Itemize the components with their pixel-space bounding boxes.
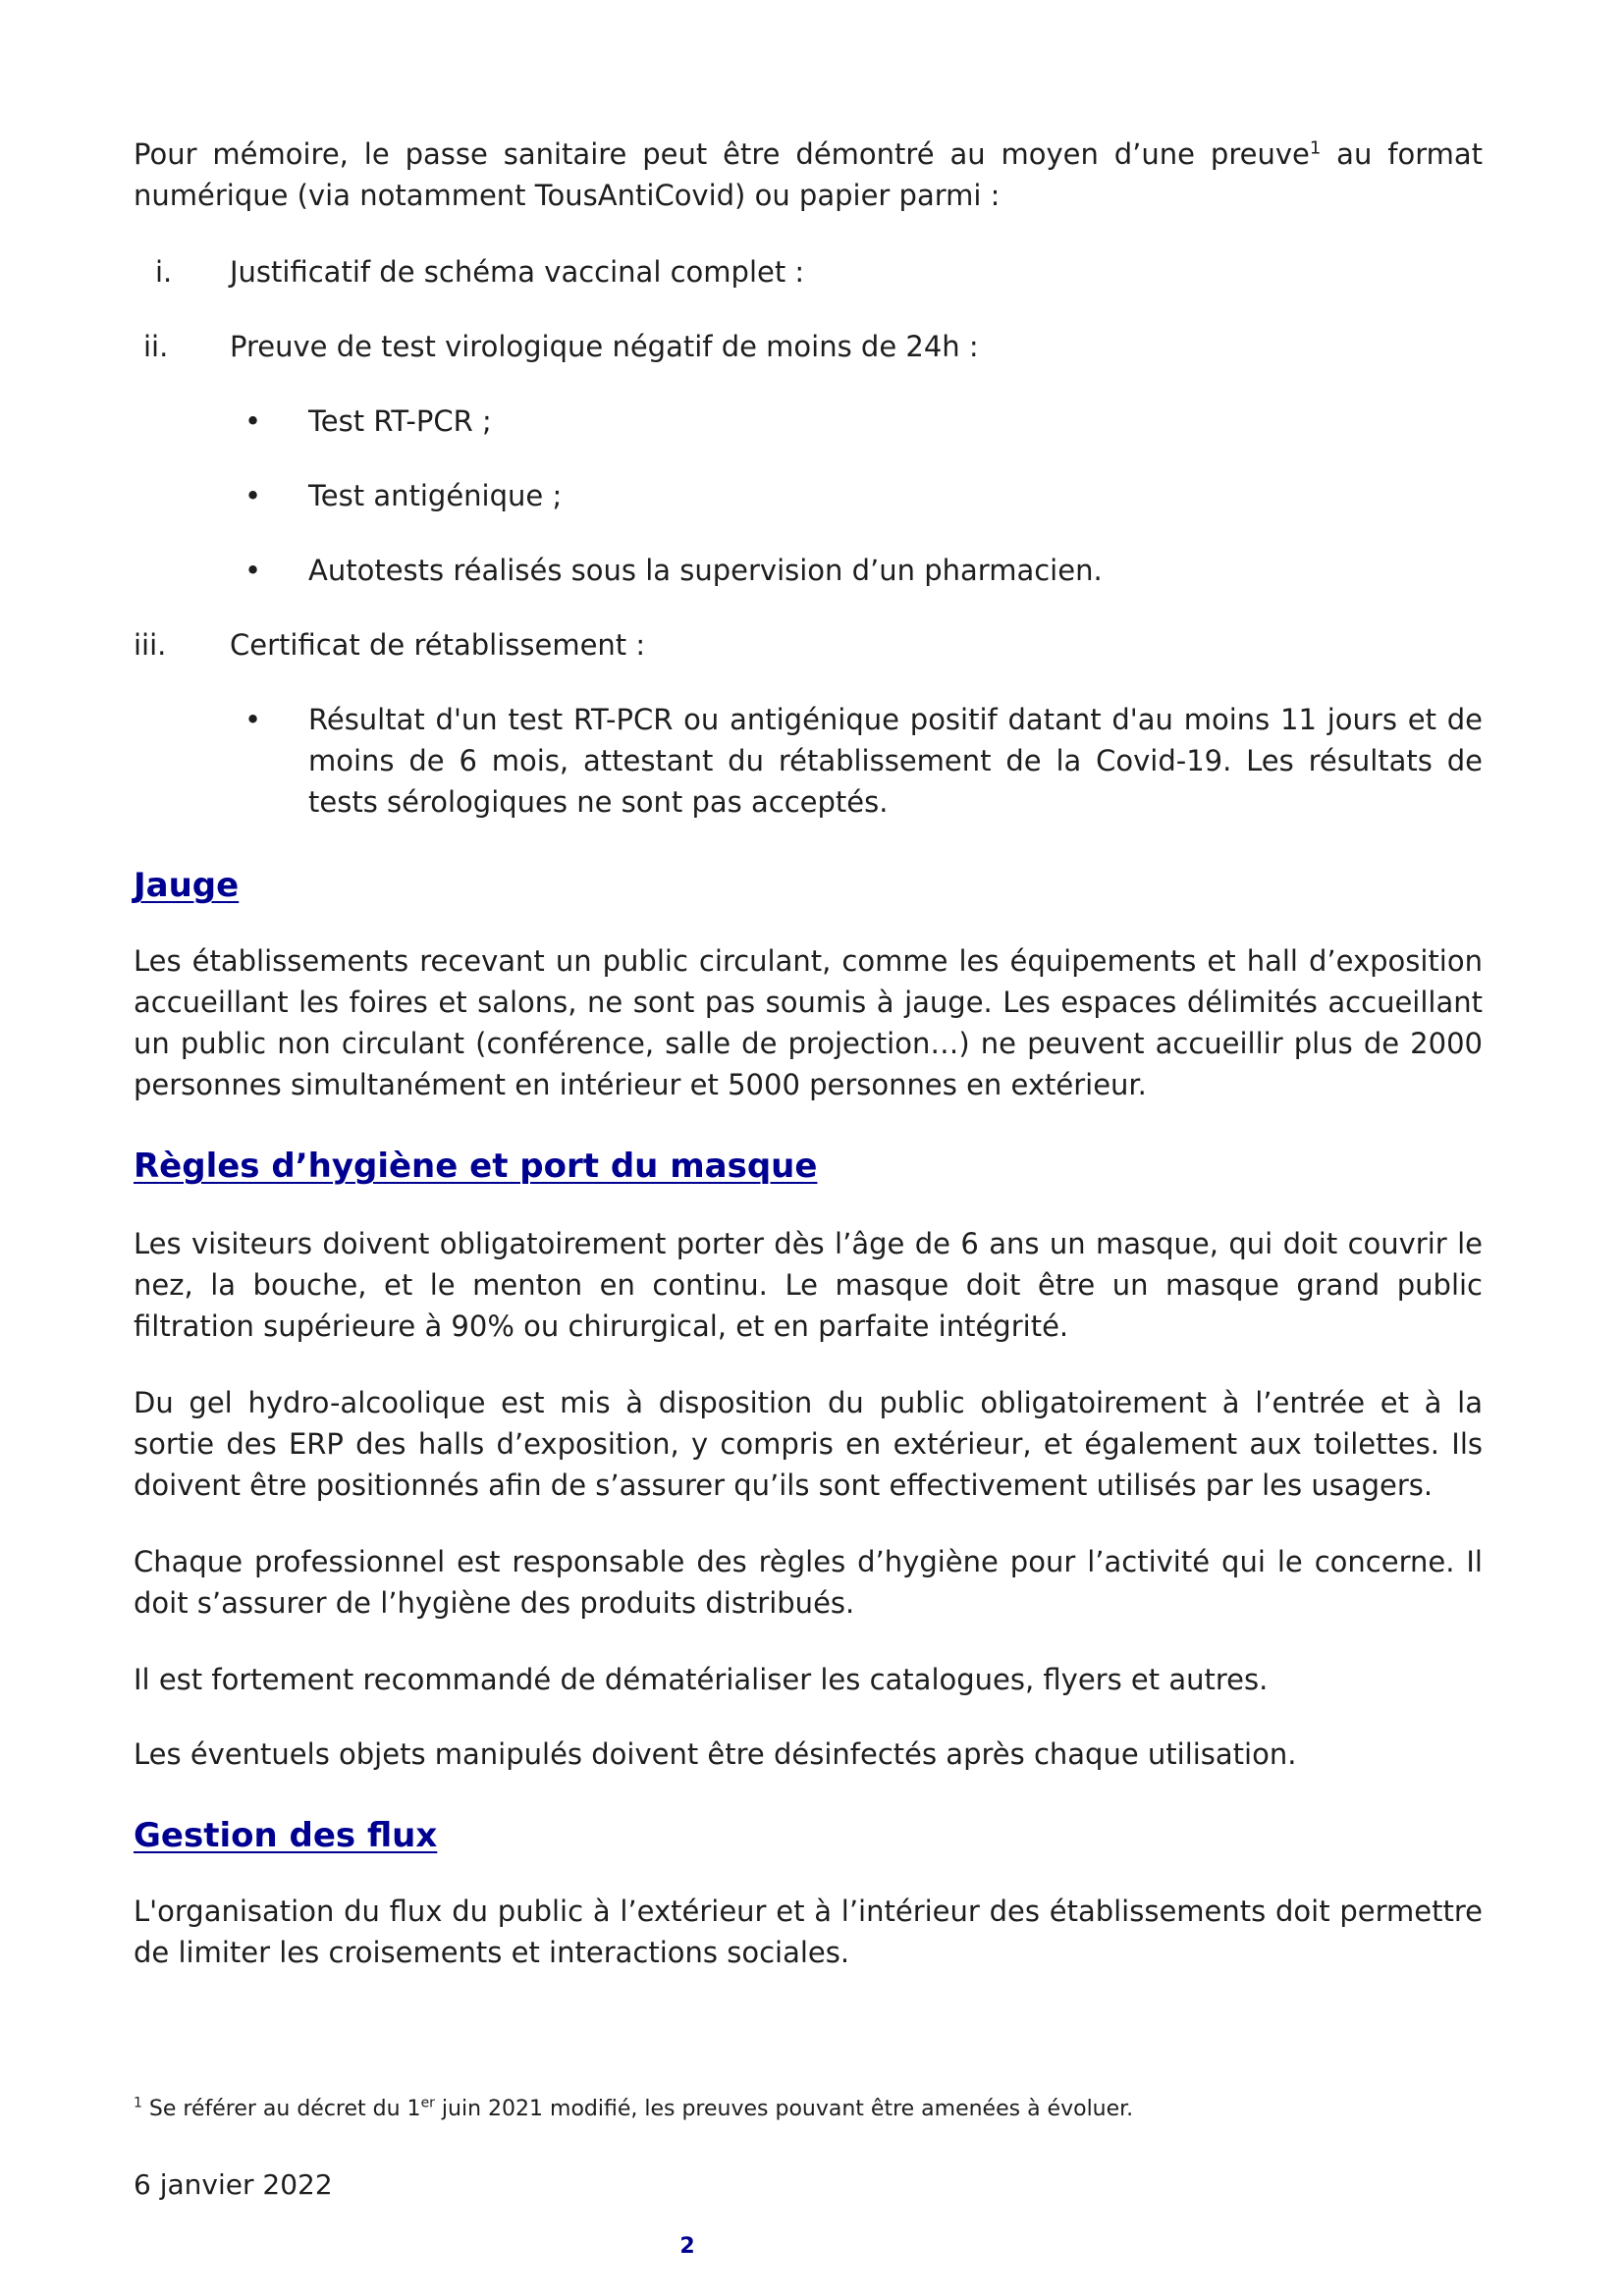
paragraph: Du gel hydro-alcoolique est mis à disposition du public obligatoirement à l’entrée et à la sortie des ERP des halls d’exposition, y compris en extérieur, et également aux toilettes. Ils doivent être positionnés afin de s’assurer qu’ils sont effectivement utilisés par les usagers.	[134, 1386, 1483, 1502]
section-heading-flux: Gestion des flux	[134, 1816, 438, 1855]
section-heading-jauge: Jauge	[134, 866, 240, 905]
list-marker: ii.	[143, 330, 169, 363]
page-number: 2	[679, 2234, 695, 2259]
sub-list-item: Autotests réalisés sous la supervision d’un pharmacien.	[308, 554, 1103, 587]
sub-list-item: Test RT-PCR ;	[308, 404, 492, 438]
paragraph: Il est fortement recommandé de dématérialiser les catalogues, flyers et autres.	[134, 1663, 1269, 1696]
document-date: 6 janvier 2022	[134, 2168, 333, 2201]
footnote-number: 1	[134, 2095, 142, 2111]
section-heading-hygiene: Règles d’hygiène et port du masque	[134, 1147, 818, 1186]
intro-text: Pour mémoire, le passe sanitaire peut être démontré au moyen d’une preuve	[134, 137, 1310, 171]
footnote-ordinal: er	[420, 2095, 435, 2111]
intro-paragraph	[134, 133, 1483, 216]
list-marker: iii.	[134, 628, 167, 662]
bullet-icon: •	[244, 404, 262, 438]
paragraph: Les établissements recevant un public circulant, comme les équipements et hall d’exposition accueillant les foires et salons, ne sont pas soumis à jauge. Les espaces délimités accueillant un public non circulant (conférence, salle de projection…) ne peuvent accueillir plus de 2000 personnes simultanément en intérieur et 5000 personnes en extérieur.	[134, 944, 1483, 1101]
paragraph: Les visiteurs doivent obligatoirement porter dès l’âge de 6 ans un masque, qui doit couvrir le nez, la bouche, et le menton en continu. Le masque doit être un masque grand public filtration supérieure à 90% ou chirurgical, et en parfaite intégrité.	[134, 1227, 1483, 1343]
list-item: Preuve de test virologique négatif de moins de 24h :	[230, 330, 979, 363]
document-page	[134, 0, 1483, 2296]
list-item: Justificatif de schéma vaccinal complet :	[230, 255, 805, 289]
bullet-icon: •	[244, 554, 262, 587]
footnote-text-continued: juin 2021 modifié, les preuves pouvant être amenées à évoluer.	[434, 2097, 1134, 2121]
footnote	[134, 2095, 1133, 2124]
intro-text-continued: au format numérique (via notamment TousAntiCovid) ou papier parmi :	[134, 137, 1483, 212]
footnote-reference[interactable]: 1	[1309, 137, 1322, 159]
bullet-icon: •	[244, 703, 262, 736]
sub-list-item: Résultat d'un test RT-PCR ou antigénique positif datant d'au moins 11 jours et de moins de 6 mois, attestant du rétablissement de la Covid-19. Les résultats de tests sérologiques ne sont pas acceptés.	[308, 703, 1483, 819]
bullet-icon: •	[244, 479, 262, 512]
paragraph: Chaque professionnel est responsable des règles d’hygiène pour l’activité qui le concerne. Il doit s’assurer de l’hygiène des produits distribués.	[134, 1545, 1483, 1620]
paragraph: L'organisation du flux du public à l’extérieur et à l’intérieur des établissements doit permettre de limiter les croisements et interactions sociales.	[134, 1895, 1483, 1969]
footnote-text: Se référer au décret du 1	[141, 2097, 421, 2121]
list-marker: i.	[155, 255, 173, 289]
list-item: Certificat de rétablissement :	[230, 628, 646, 662]
paragraph: Les éventuels objets manipulés doivent être désinfectés après chaque utilisation.	[134, 1737, 1297, 1771]
sub-list-item: Test antigénique ;	[308, 479, 563, 512]
